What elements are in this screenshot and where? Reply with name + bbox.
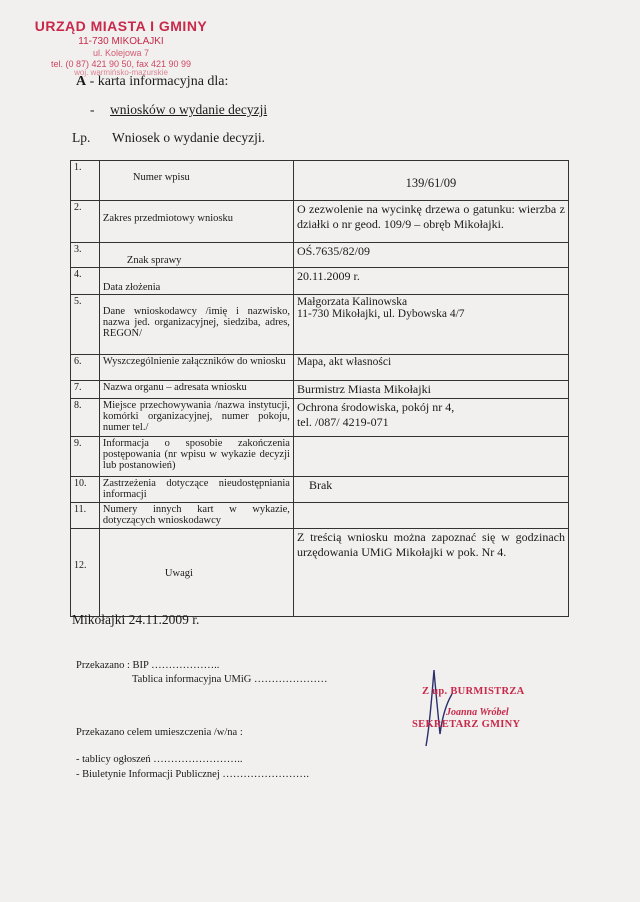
row-label xyxy=(99,161,293,201)
row-value xyxy=(293,161,568,201)
row-number: 4. xyxy=(71,268,100,295)
heading-text: - karta informacyjna dla: xyxy=(89,74,229,89)
placement-item-bip: - Biuletynie Informacji Publicznej ……………………. xyxy=(76,769,309,780)
row-value: 20.11.2009 r. xyxy=(293,268,568,295)
row-value xyxy=(293,399,568,437)
office-header-stamp xyxy=(6,18,236,77)
storage-location: Ochrona środowiska, pokój nr 4, xyxy=(296,400,455,414)
row-value-text: 139/61/09 xyxy=(405,176,457,190)
table-row xyxy=(71,201,569,243)
row-number: 5. xyxy=(71,295,100,355)
stamp-office-name: URZĄD MIASTA I GMINY xyxy=(34,18,208,34)
table-row xyxy=(71,529,569,617)
row-label-text: Znak sprawy xyxy=(126,255,182,266)
stamp-voivodeship: woj. warmińsko-mazurskie xyxy=(74,68,168,77)
stamp-postal-city: 11-730 MIKOŁAJKI xyxy=(78,36,164,47)
row-label xyxy=(99,268,293,295)
row-value xyxy=(293,437,568,477)
storage-phone: tel. /087/ 4219-071 xyxy=(296,415,389,429)
placement-section xyxy=(76,727,309,784)
table-row xyxy=(71,268,569,295)
row-value xyxy=(293,477,568,503)
row-label-text: Uwagi xyxy=(164,568,193,579)
row-label-text: Data złożenia xyxy=(102,282,161,293)
table-row xyxy=(71,381,569,399)
stamp-phone: tel. (0 87) 421 90 50, fax 421 90 99 xyxy=(50,59,192,69)
row-label-text: Zakres przedmiotowy wniosku xyxy=(102,213,233,224)
row-number xyxy=(71,529,100,617)
table-row xyxy=(71,399,569,437)
stamp-street: ul. Kolejowa 7 xyxy=(92,48,150,58)
row-number: 10. xyxy=(71,477,100,503)
placement-title: Przekazano celem umieszczenia /w/na : xyxy=(76,727,243,738)
table-row xyxy=(71,437,569,477)
table-row xyxy=(71,161,569,201)
applicant-name: Małgorzata Kalinowska xyxy=(296,296,408,308)
card-subitem xyxy=(90,102,267,118)
row-number: 6. xyxy=(71,355,100,381)
subitem-text: wniosków o wydanie decyzji xyxy=(110,102,268,117)
row-value xyxy=(293,503,568,529)
row-label: Wyszczególnienie załączników do wniosku xyxy=(99,355,293,381)
table-row xyxy=(71,355,569,381)
table-row xyxy=(71,243,569,268)
row-label: Nazwa organu – adresata wniosku xyxy=(99,381,293,399)
row-value-text: Brak xyxy=(308,478,333,492)
row-label xyxy=(99,295,293,355)
applicant-address: 11-730 Mikołajki, ul. Dybowska 4/7 xyxy=(296,308,465,320)
row-number: 3. xyxy=(71,243,100,268)
row-number: 7. xyxy=(71,381,100,399)
row-number: 1. xyxy=(71,161,100,201)
stamp-authority: Z up. BURMISTRZA xyxy=(422,686,525,697)
information-card-table xyxy=(70,160,569,617)
transfer-board-line: Tablica informacyjna UMiG ………………… xyxy=(132,674,328,685)
row-value xyxy=(293,295,568,355)
table-row xyxy=(71,295,569,355)
row-value: OŚ.7635/82/09 xyxy=(293,243,568,268)
lp-title: Wniosek o wydanie decyzji. xyxy=(112,130,265,145)
heading-letter: A xyxy=(76,74,87,89)
row-label xyxy=(99,529,293,617)
lp-heading xyxy=(72,130,265,146)
row-value: O zezwolenie na wycinkę drzewa o gatunku: wierzba z działki o nr geod. 109/9 – obręb Mikołajki. xyxy=(293,201,568,243)
signature-stamp xyxy=(412,686,572,730)
row-number: 11. xyxy=(71,503,100,529)
row-label: Zastrzeżenia dotyczące nieudostępniania informacji xyxy=(99,477,293,503)
row-number: 9. xyxy=(71,437,100,477)
table-row xyxy=(71,477,569,503)
row-label xyxy=(99,201,293,243)
row-label: Miejsce przechowywania /nazwa instytucji, komórki organizacyjnej, numer pokoju, numer tel./ xyxy=(99,399,293,437)
row-value: Burmistrz Miasta Mikołajki xyxy=(293,381,568,399)
row-label-text: Dane wnioskodawcy /imię i nazwisko, nazwa jed. organizacyjnej, siedziba, adres, REGON/ xyxy=(102,306,290,339)
stamp-signer-name: Joanna Wróbel xyxy=(446,707,509,718)
place-and-date: Mikołajki 24.11.2009 r. xyxy=(72,612,200,627)
table-row xyxy=(71,503,569,529)
row-value: Z treścią wniosku można zapoznać się w godzinach urzędowania UMiG Mikołajki w pok. Nr 4. xyxy=(293,529,568,617)
row-label-text: Numer wpisu xyxy=(132,172,190,183)
row-number: 2. xyxy=(71,201,100,243)
placement-list xyxy=(76,754,309,780)
row-value: Mapa, akt własności xyxy=(293,355,568,381)
transfer-bip-line: Przekazano : BIP ……………….. xyxy=(76,660,220,671)
card-heading xyxy=(76,74,228,90)
transfer-section xyxy=(76,660,328,688)
row-label xyxy=(99,243,293,268)
placement-item-board: - tablicy ogłoszeń …………………….. xyxy=(76,754,243,765)
lp-label: Lp. xyxy=(72,130,91,145)
stamp-signer-title: SEKRETARZ GMINY xyxy=(412,719,521,730)
row-number-text: 12. xyxy=(74,560,87,571)
row-label: Informacja o sposobie zakończenia postępowania (nr wpisu w wykazie decyzji lub postanowień) xyxy=(99,437,293,477)
row-number: 8. xyxy=(71,399,100,437)
row-label: Numery innych kart w wykazie, dotyczących wnioskodawcy xyxy=(99,503,293,529)
subitem-dash: - xyxy=(90,102,95,117)
